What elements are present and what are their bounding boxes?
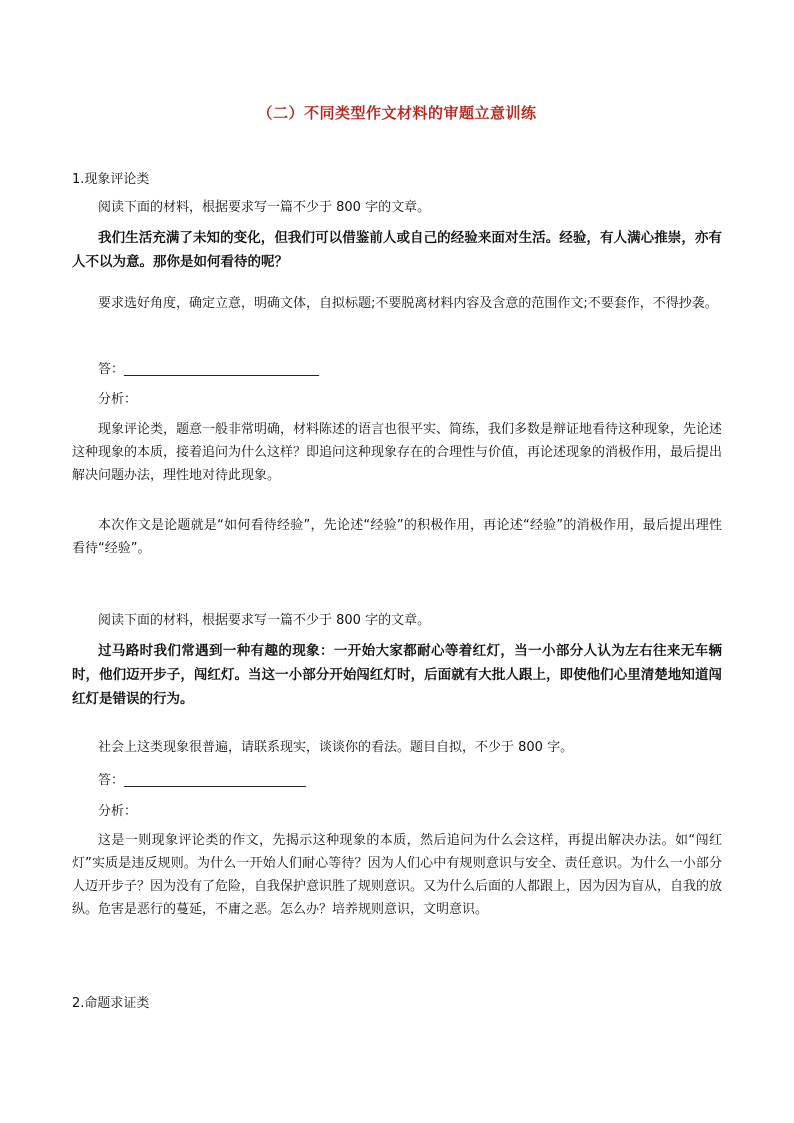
ex1-analysis-p1: 现象评论类，题意一般非常明确，材料陈述的语言也很平实、简练，我们多数是辩证地看待这种现象，先论述这种现象的本质，接着追问为什么这样？即追问这种现象存在的合理性与价值，再论述现象的消极作用，最后提出解决问题办法，理性地对待此现象。 bbox=[72, 422, 723, 483]
ex1-material: 我们生活充满了未知的变化，但我们可以借鉴前人或自己的经验来面对生活。经验，有人满心推崇，亦有人不以为意。那你是如何看待的呢？ bbox=[72, 230, 722, 270]
ex1-prompt: 阅读下面的材料，根据要求写一篇不少于 800 字的文章。 bbox=[98, 200, 431, 215]
section-heading-1: 1.现象评论类 bbox=[72, 172, 150, 187]
ex2-material: 过马路时我们常遇到一种有趣的现象：一开始大家都耐心等着红灯，当一小部分人认为左右往来无车辆时，他们迈开步子，闯红灯。当这一小部分开始闯红灯时，后面就有大批人跟上，即使他们心里清楚地知道闯红灯是错误的行为。 bbox=[72, 643, 722, 707]
ex1-answer-line: 答：______________________________ bbox=[98, 362, 320, 377]
ex2-prompt: 阅读下面的材料，根据要求写一篇不少于 800 字的文章。 bbox=[98, 613, 431, 628]
ex2-requirements: 社会上这类现象很普遍，请联系现实，谈谈你的看法。题目自拟，不少于 800 字。 bbox=[98, 740, 574, 755]
ex1-requirements: 要求选好角度，确定立意，明确文体，自拟标题;不要脱离材料内容及含意的范围作文;不要套作，不得抄袭。 bbox=[98, 296, 718, 311]
ex1-analysis-p2: 本次作文是论题就是“如何看待经验”，先论述“经验”的积极作用，再论述“经验”的消极作用，最后提出理性看待“经验”。 bbox=[72, 518, 722, 556]
ex2-analysis-p1: 这是一则现象评论类的作文，先揭示这种现象的本质，然后追问为什么会这样，再提出解决办法。如“闯红灯”实质是违反规则。为什么一开始人们耐心等待？因为人们心中有规则意识与安全、责任意识。为什么一小部分人迈开步子？因为没有了危险，自我保护意识胜了规则意识。又为什么后面的人都跟上，因为因为盲从，自我的放纵。危害是恶行的蔓延，不庸之恶。怎么办？培养规则意识，文明意识。 bbox=[72, 833, 723, 917]
ex1-analysis-label: 分析： bbox=[98, 392, 138, 407]
section-heading-2: 2.命题求证类 bbox=[72, 996, 150, 1011]
page-title: （二）不同类型作文材料的审题立意训练 bbox=[257, 104, 537, 122]
ex2-analysis-label: 分析： bbox=[98, 804, 138, 819]
ex2-answer-line: 答：____________________________ bbox=[98, 773, 307, 788]
